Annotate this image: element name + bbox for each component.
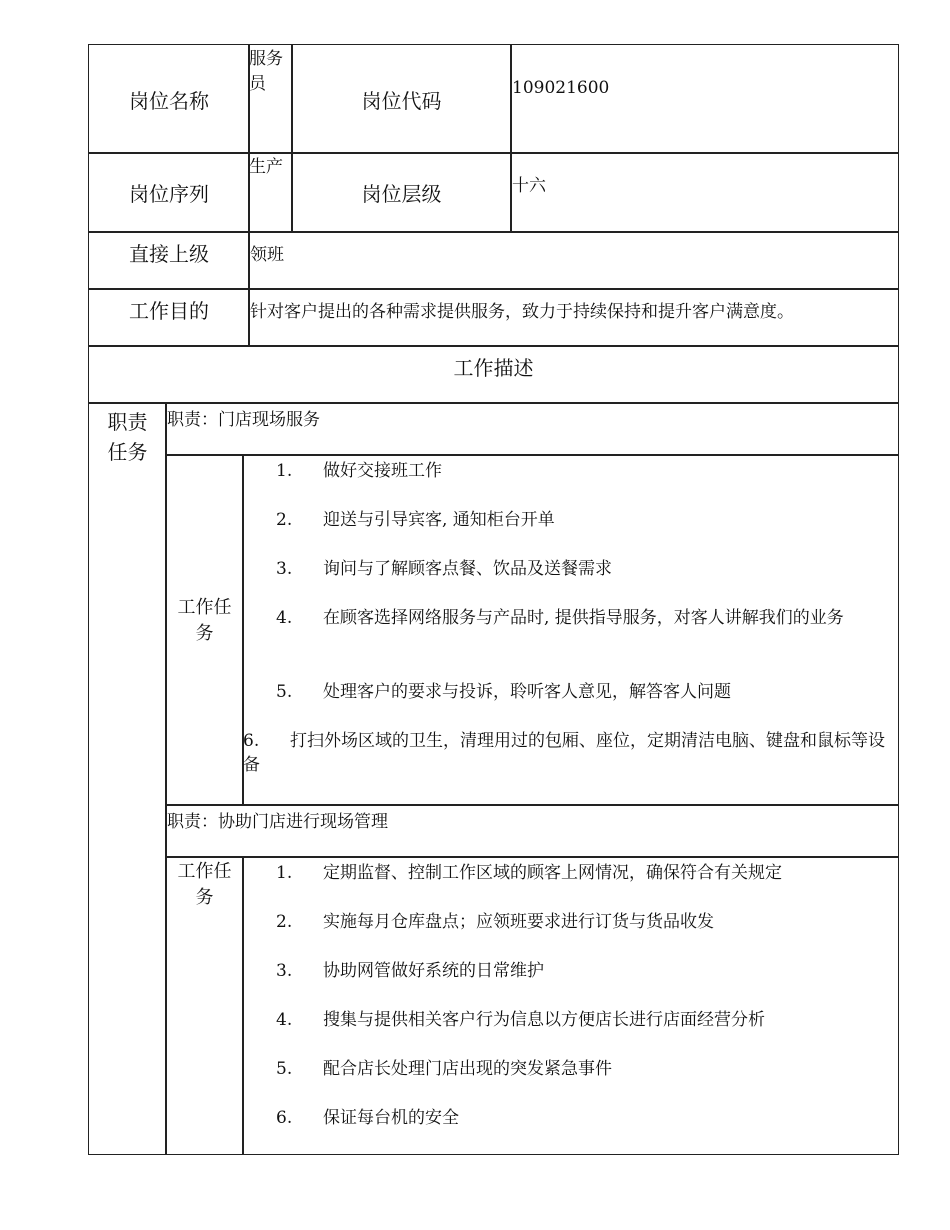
duty-2-task-1: 1. 定期监督、控制工作区域的顾客上网情况，确保符合有关规定 [276, 863, 782, 883]
post-series-label-cell [88, 152, 250, 233]
duty-2-task-list [242, 856, 899, 1155]
purpose-label-cell [88, 288, 250, 347]
duty-1-task-4: 4. 在顾客选择网络服务与产品时, 提供指导服务，对客人讲解我们的业务 [276, 608, 844, 628]
duty-1-task-2: 2. 迎送与引导宾客, 通知柜台开单 [276, 510, 555, 530]
duty-1-task-list [242, 454, 899, 806]
duty-2-task-2: 2. 实施每月仓库盘点；应领班要求进行订货与货品收发 [276, 912, 714, 932]
duty-1-title-cell [165, 402, 899, 456]
duties-side-label-cell [88, 402, 167, 1155]
duty-2-task-6: 6. 保证每台机的安全 [276, 1108, 459, 1128]
duty-1-title: 职责：门店现场服务 [167, 410, 320, 430]
superior-label-cell [88, 231, 250, 290]
purpose-value-cell [248, 288, 899, 347]
post-series-value: 生产 [249, 157, 283, 177]
purpose-label: 工作目的 [129, 299, 209, 323]
job-description-table [88, 44, 899, 1155]
duty-1-task-label-cell [165, 454, 244, 806]
duty-2-task-4: 4. 搜集与提供相关客户行为信息以方便店长进行店面经营分析 [276, 1010, 765, 1030]
duty-1-task-6: 6. 打扫外场区域的卫生，清理用过的包厢、座位，定期清洁电脑、键盘和鼠标等设备 [243, 731, 885, 775]
description-title: 工作描述 [453, 356, 534, 380]
post-series-value-cell [248, 152, 293, 233]
post-code-label: 岗位代码 [361, 88, 442, 113]
post-level-label-cell [291, 152, 512, 233]
purpose-value: 针对客户提出的各种需求提供服务，致力于持续保持和提升客户满意度。 [250, 302, 794, 322]
duty-1-task-5: 5. 处理客户的要求与投诉，聆听客人意见，解答客人问题 [276, 682, 731, 702]
duty-2-task-label: 工作任务 [177, 861, 232, 908]
duty-1-task-1: 1. 做好交接班工作 [276, 461, 442, 481]
post-series-label: 岗位序列 [129, 182, 209, 206]
superior-value: 领班 [250, 245, 284, 265]
superior-label: 直接上级 [129, 242, 209, 266]
duty-1-task-label: 工作任务 [177, 597, 232, 644]
duty-2-task-label-cell [165, 856, 244, 1155]
duty-2-task-3: 3. 协助网管做好系统的日常维护 [276, 961, 544, 981]
post-name-value: 服务员 [249, 49, 283, 94]
duty-2-title-cell [165, 804, 899, 858]
description-title-cell [88, 345, 899, 404]
duty-1-task-3: 3. 询问与了解顾客点餐、饮品及送餐需求 [276, 559, 612, 579]
duty-2-task-5: 5. 配合店长处理门店出现的突发紧急事件 [276, 1059, 612, 1079]
post-name-value-cell [248, 44, 293, 154]
superior-value-cell [248, 231, 899, 290]
post-level-value: 十六 [512, 176, 546, 196]
post-code-value-cell [510, 44, 899, 154]
duty-2-title: 职责：协助门店进行现场管理 [167, 812, 388, 832]
post-code-value: 109021600 [512, 78, 610, 98]
post-level-value-cell [510, 152, 899, 233]
post-name-label: 岗位名称 [129, 88, 209, 113]
post-name-label-cell [88, 44, 250, 154]
post-code-label-cell [291, 44, 512, 154]
duties-side-label: 职责任务 [107, 410, 148, 464]
post-level-label: 岗位层级 [361, 182, 442, 206]
